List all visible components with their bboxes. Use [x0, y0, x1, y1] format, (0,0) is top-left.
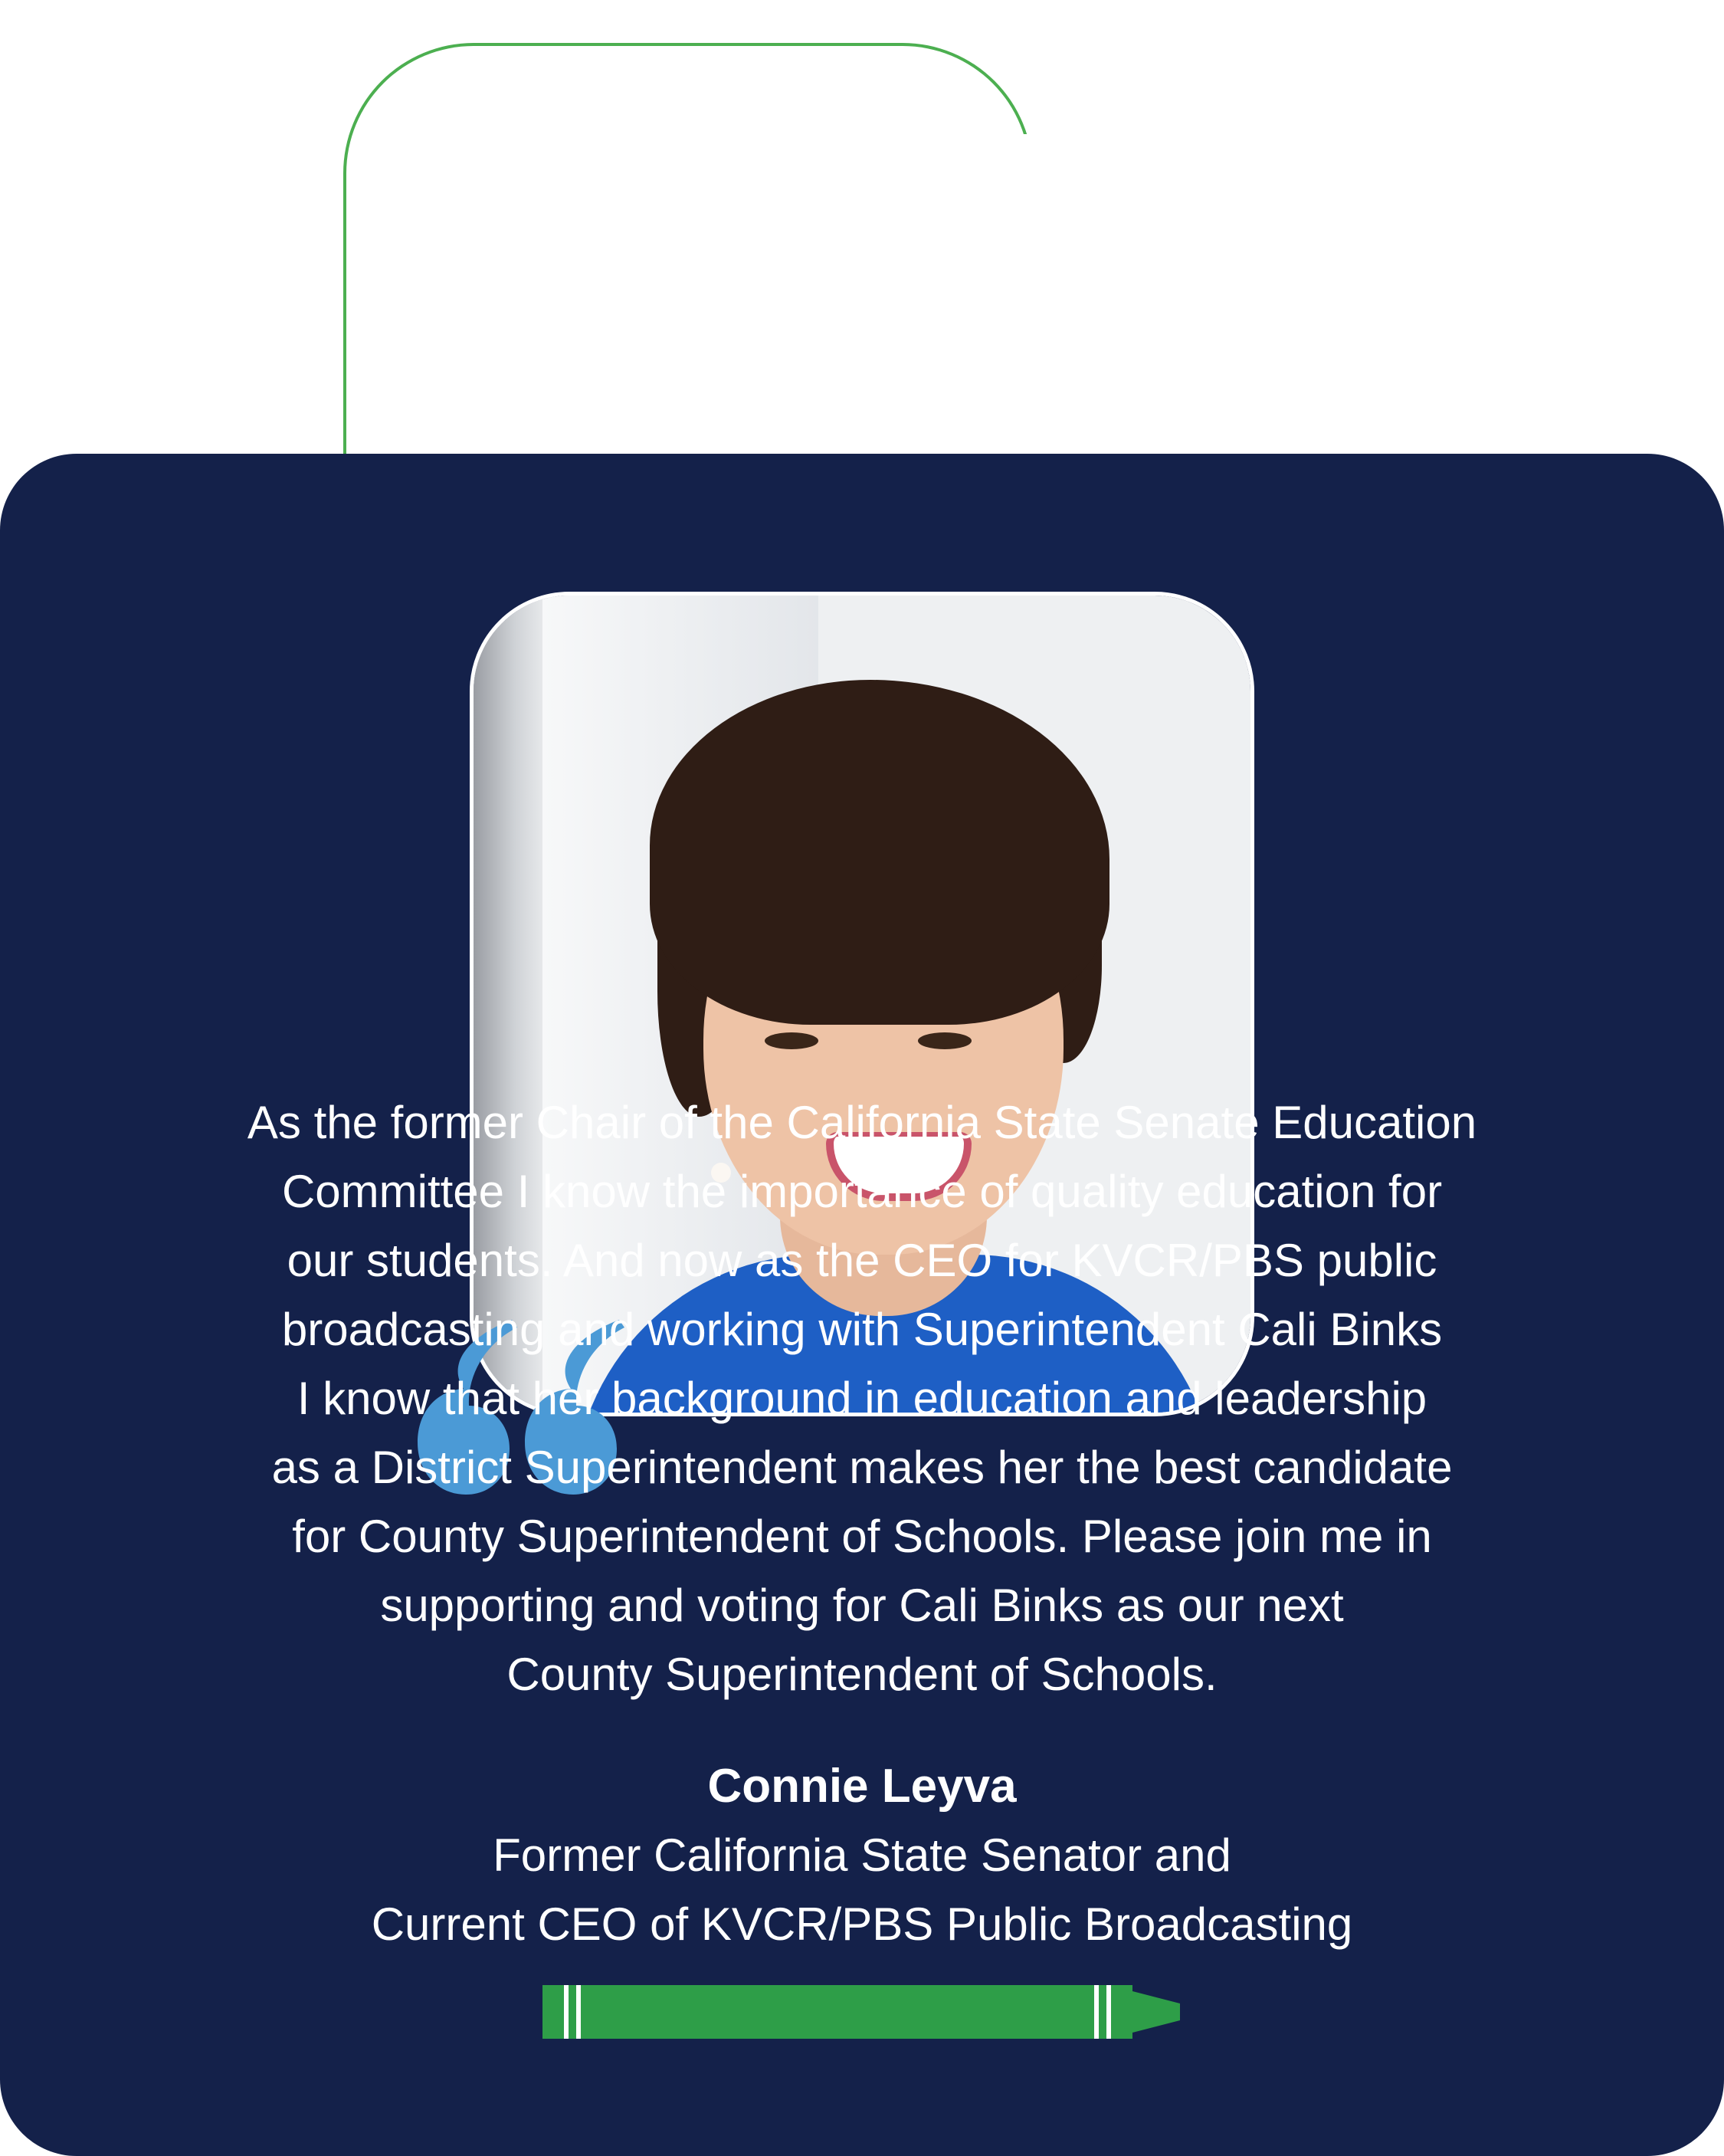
- green-outline-frame: [343, 43, 1033, 457]
- author-title-line: Former California State Senator and: [493, 1829, 1231, 1881]
- quote-line: supporting and voting for Cali Binks as our next: [380, 1580, 1344, 1631]
- crayon-icon: [542, 1985, 1180, 2039]
- author-title: [115, 1821, 1609, 1959]
- endorsement-quote: [115, 1088, 1609, 1709]
- portrait-left-eye: [765, 1032, 818, 1049]
- author-title-line: Current CEO of KVCR/PBS Public Broadcasting: [371, 1898, 1353, 1950]
- portrait-hair-top: [650, 680, 1109, 1025]
- quote-line: as a District Superintendent makes her the best candidate: [271, 1442, 1453, 1493]
- quote-line: As the former Chair of the California State Senate Education: [247, 1097, 1477, 1148]
- quote-line: broadcasting and working with Superintendent Cali Binks: [281, 1304, 1443, 1355]
- quote-line: for County Superintendent of Schools. Please join me in: [292, 1511, 1432, 1562]
- author-name: Connie Leyva: [707, 1760, 1017, 1813]
- endorsement-card: [0, 454, 1724, 2156]
- quote-line: County Superintendent of Schools.: [506, 1649, 1218, 1700]
- quote-line: I know that her background in education and leadership: [297, 1373, 1427, 1424]
- quote-line: our students. And now as the CEO for KVCR/PBS public: [287, 1235, 1437, 1286]
- outline-mask: [996, 134, 1057, 487]
- quote-line: Committee I know the importance of quality education for: [281, 1166, 1443, 1217]
- portrait-right-eye: [918, 1032, 972, 1049]
